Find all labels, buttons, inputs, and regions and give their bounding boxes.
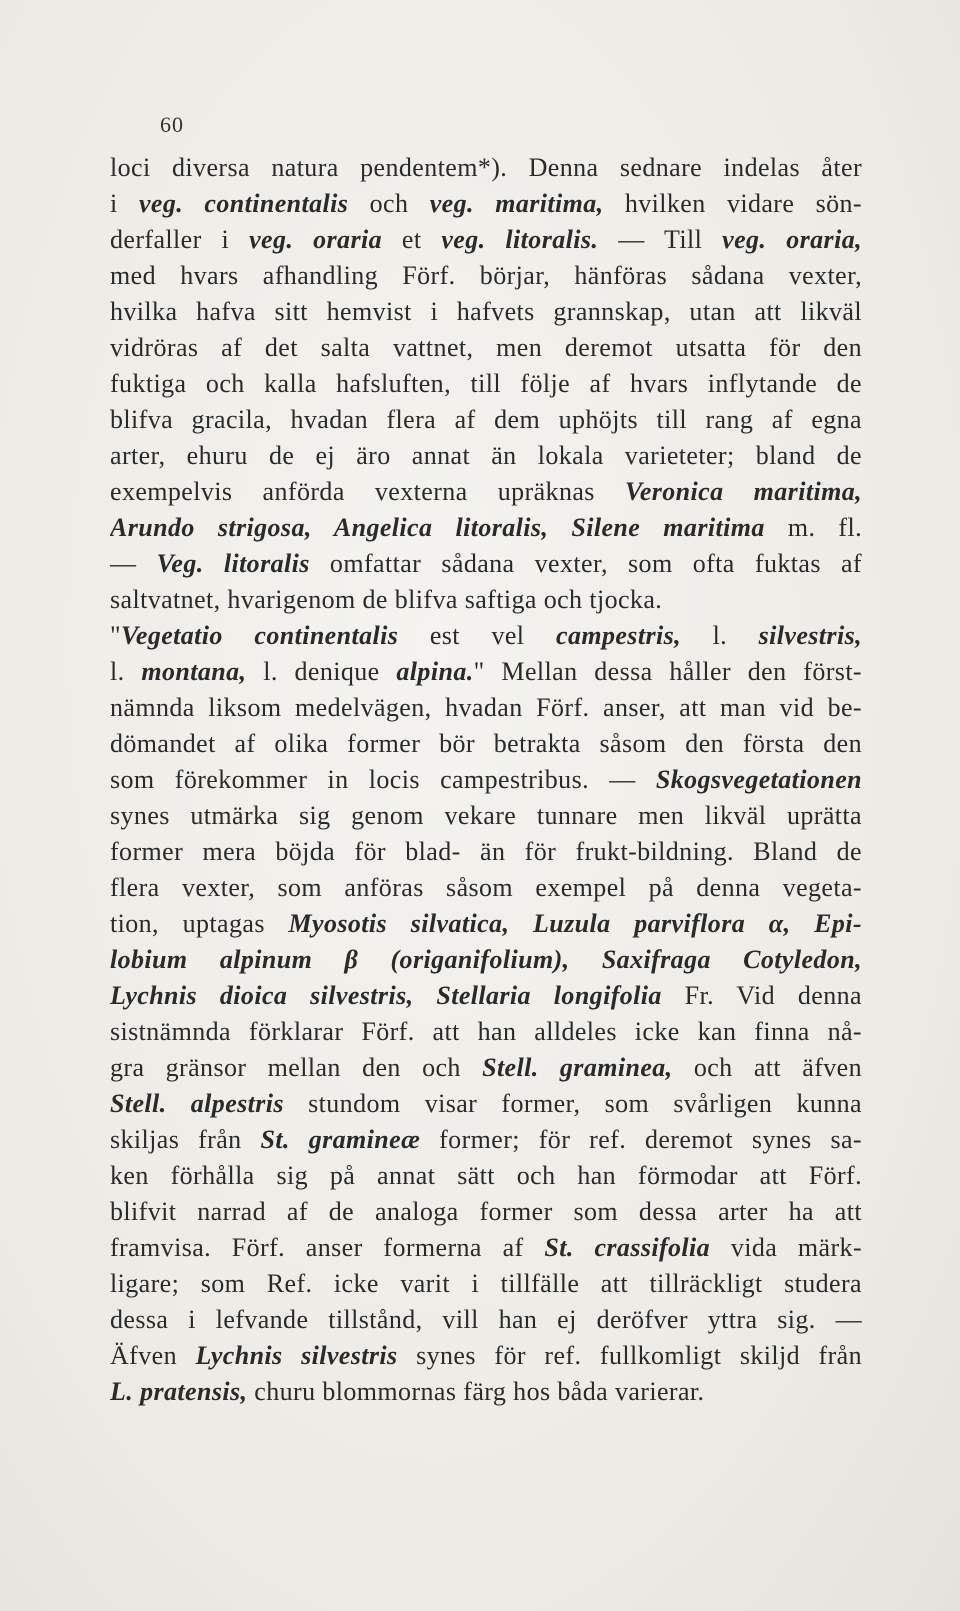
text-segment: framvisa. Förf. anser formerna af [110,1233,545,1262]
text-line [110,1050,862,1086]
text-line [110,330,862,366]
text-segment: och [348,189,430,218]
text-segment: sistnämnda förklarar Förf. att han alldeles icke kan finna nå- [110,1017,862,1046]
italic-term: veg. oraria [249,225,382,254]
text-line [110,798,862,834]
text-line [110,942,862,978]
text-segment: skiljas från [110,1125,261,1154]
text-segment: et [382,225,442,254]
text-line [110,1338,862,1374]
italic-term: Myosotis silvatica, Luzula parviflora α, Epi- [288,909,862,938]
italic-term: veg. maritima, [429,189,604,218]
text-line [110,1194,862,1230]
text-segment: fuktiga och kalla hafsluften, till följe af hvars inflytande de [110,369,862,398]
page-number: 60 [160,112,184,137]
text-line [110,1158,862,1194]
text-line [110,726,862,762]
text-segment: l. [110,657,142,686]
italic-term: L. pratensis, [110,1377,248,1406]
text-line [110,618,862,654]
text-segment: dömandet af olika former bör betrakta såsom den första den [110,729,862,758]
text-segment: vida märk- [710,1233,862,1262]
text-segment: exempelvis anförda vexterna upräknas [110,477,625,506]
text-segment: dessa i lefvande tillstånd, vill han ej deröfver yttra sig. — [110,1305,862,1334]
italic-term: montana, [141,657,247,686]
text-line [110,834,862,870]
text-line [110,438,862,474]
text-line [110,1302,862,1338]
italic-term: Vegetatio continentalis [121,621,399,650]
italic-term: veg. oraria, [722,225,862,254]
text-segment: hvilken vidare sön- [603,189,862,218]
text-segment: " [110,621,122,650]
text-segment: est vel [398,621,556,650]
text-segment: med hvars afhandling Förf. börjar, hänföras sådana vexter, [110,261,862,290]
body-text [110,150,862,1410]
italic-term: silvestris, [758,621,862,650]
italic-term: alpina. [396,657,474,686]
text-line [110,186,862,222]
text-line [110,222,862,258]
text-line [110,654,862,690]
text-line [110,258,862,294]
italic-term: St. crassifolia [544,1233,711,1262]
text-segment: ligare; som Ref. icke varit i tillfälle att tillräckligt studera [110,1269,862,1298]
text-segment: former mera böjda för blad- än för frukt-bildning. Bland de [110,837,862,866]
text-segment: i [110,189,139,218]
text-segment: Äfven [110,1341,196,1370]
text-line [110,1086,862,1122]
text-line [110,582,862,618]
text-segment: nämnda liksom medelvägen, hvadan Förf. anser, att man vid be- [110,693,862,722]
text-line [110,474,862,510]
text-segment: hvilka hafva sitt hemvist i hafvets grannskap, utan att likväl [110,297,862,326]
text-segment: — [110,549,157,578]
text-segment: blifva gracila, hvadan flera af dem uphöjts till rang af egna [110,405,862,434]
text-segment: — Till [598,225,723,254]
italic-term: Skogsvegetationen [655,765,862,794]
text-segment: l. denique [246,657,397,686]
text-segment: m. fl. [764,513,862,542]
text-segment: flera vexter, som anföras såsom exempel på denna vegeta- [110,873,862,902]
italic-term: campestris, [556,621,713,650]
italic-term: Lychnis dioica silvestris, Stellaria longifolia [110,981,662,1010]
text-line [110,978,862,1014]
text-segment: blifvit narrad af de analoga former som dessa arter ha att [110,1197,862,1226]
italic-term: veg. litoralis. [441,225,599,254]
italic-term: St. gramineæ [260,1125,421,1154]
text-segment: l. [712,621,759,650]
text-line [110,690,862,726]
text-segment: vidröras af det salta vattnet, men deremot utsatta för den [110,333,862,362]
text-segment: omfattar sådana vexter, som ofta fuktas af [309,549,862,578]
text-segment: som förekommer in locis campestribus. — [110,765,656,794]
text-line [110,150,862,186]
text-segment: synes utmärka sig genom vekare tunnare men likväl uprätta [110,801,862,830]
text-segment: arter, ehuru de ej äro annat än lokala varieteter; bland de [110,441,862,470]
italic-term: Lychnis silvestris [195,1341,398,1370]
italic-term: Veronica maritima, [624,477,862,506]
text-line [110,906,862,942]
text-line [110,1266,862,1302]
text-line [110,294,862,330]
text-line [110,510,862,546]
text-line [110,762,862,798]
text-segment: churu blommornas färg hos båda varierar. [247,1377,705,1406]
text-segment: loci diversa natura pendentem*). Denna sednare indelas åter [110,153,862,182]
text-line [110,1014,862,1050]
text-line [110,870,862,906]
text-segment: ken förhålla sig på annat sätt och han förmodar att Förf. [110,1161,862,1190]
italic-term: Arundo strigosa, Angelica litoralis, Silene maritima [110,513,765,542]
text-segment: synes för ref. fullkomligt skiljd från [397,1341,862,1370]
text-line [110,1374,862,1410]
text-segment: gra gränsor mellan den och [110,1053,483,1082]
italic-term: Stell. graminea, [482,1053,673,1082]
text-segment: former; för ref. deremot synes sa- [420,1125,862,1154]
italic-term: veg. continentalis [138,189,349,218]
text-line [110,1122,862,1158]
text-segment: stundom visar former, som svårligen kunna [283,1089,862,1118]
text-segment: Fr. Vid denna [661,981,862,1010]
text-segment: " Mellan dessa håller den först- [473,657,862,686]
text-line [110,366,862,402]
text-segment: tion, uptagas [110,909,289,938]
italic-term: lobium alpinum β (origanifolium), Saxifraga Cotyledon, [110,945,862,974]
text-segment: saltvatnet, hvarigenom de blifva saftiga och tjocka. [110,585,663,614]
text-segment: och att äfven [672,1053,862,1082]
text-line [110,546,862,582]
text-line [110,402,862,438]
text-segment: derfaller i [110,225,250,254]
italic-term: Veg. litoralis [156,549,310,578]
text-line [110,1230,862,1266]
italic-term: Stell. alpestris [110,1089,284,1118]
